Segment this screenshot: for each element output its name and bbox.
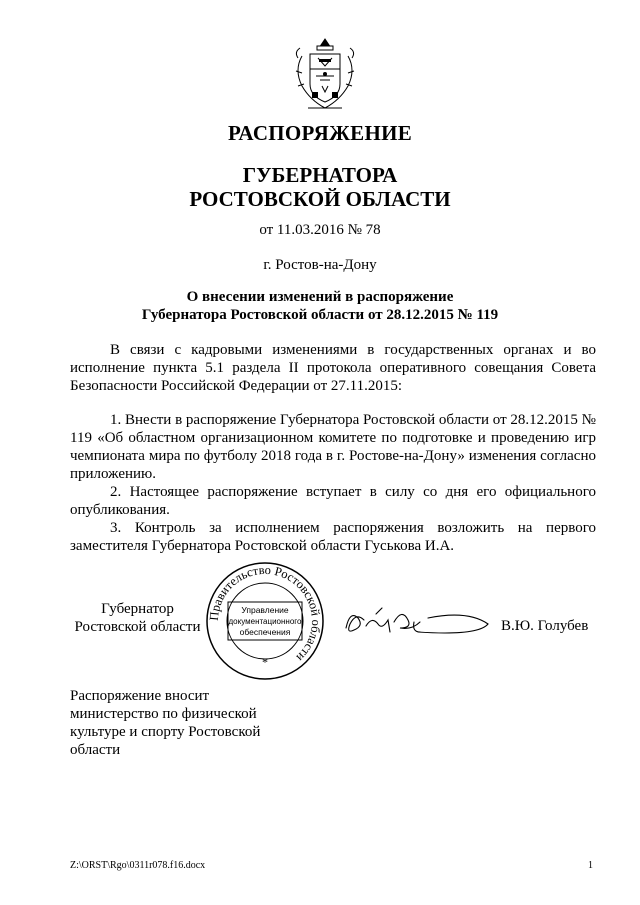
subject-line1: О внесении изменений в распоряжение	[186, 289, 454, 305]
order-item-2: 2. Настоящее распоряжение вступает в силу со дня его официального опубликования.	[70, 484, 596, 518]
submitter-note	[70, 687, 280, 759]
document-date-number: от 11.03.2016 № 78	[259, 222, 381, 238]
file-path: Z:\ORST\Rgo\0311r078.f16.docx	[70, 860, 206, 871]
issuer-title-line1: ГУБЕРНАТОРА	[242, 163, 398, 187]
signatory-position	[70, 600, 205, 636]
submitter-note-line1: Распоряжение вносит	[70, 688, 210, 704]
preamble-paragraph: В связи с кадровыми изменениями в государственных органах и во исполнение пункта 5.1 раздела II протокола оперативного совещания Совета Безопасности Российской Федерации от 27.11.2015:	[70, 342, 596, 394]
stamp-inner-line1: Управление	[241, 605, 289, 615]
document-subject	[0, 288, 640, 324]
page-number: 1	[588, 860, 593, 871]
stamp-outer-text: Правительство Ростовской области	[206, 562, 324, 665]
document-city: г. Ростов-на-Дону	[263, 257, 377, 273]
submitter-note-line4: области	[70, 742, 121, 758]
order-item-3: 3. Контроль за исполнением распоряжения возложить на первого заместителя Губернатора Ростовской области Гуськова И.А.	[70, 520, 596, 554]
issuer-title	[0, 163, 640, 211]
signatory-position-line1: Губернатор	[101, 601, 174, 617]
document-type-title: РАСПОРЯЖЕНИЕ	[227, 121, 413, 145]
issuer-title-line2: РОСТОВСКОЙ ОБЛАСТИ	[189, 187, 451, 211]
stamp-star: *	[262, 655, 268, 669]
submitter-note-line3: культуре и спорту Ростовской	[70, 724, 261, 740]
signatory-position-line2: Ростовской области	[74, 619, 201, 635]
stamp-inner-line3: обеспечения	[239, 627, 291, 637]
coat-of-arms-icon	[290, 36, 360, 116]
order-items	[70, 411, 596, 555]
order-item-1: 1. Внести в распоряжение Губернатора Ростовской области от 28.12.2015 № 119 «Об областном организационном комитете по подготовке и проведению игр чемпионата мира по футболу 2018 года в г. Ростове-на-Дону» изменения согласно приложению.	[70, 412, 596, 482]
handwritten-signature	[336, 600, 496, 640]
official-stamp	[204, 560, 326, 682]
stamp-inner-line2: документационного	[228, 617, 302, 626]
submitter-note-line2: министерство по физической	[70, 706, 257, 722]
subject-line2: Губернатора Ростовской области от 28.12.2015 № 119	[141, 307, 499, 323]
signatory-name: В.Ю. Голубев	[501, 618, 589, 634]
